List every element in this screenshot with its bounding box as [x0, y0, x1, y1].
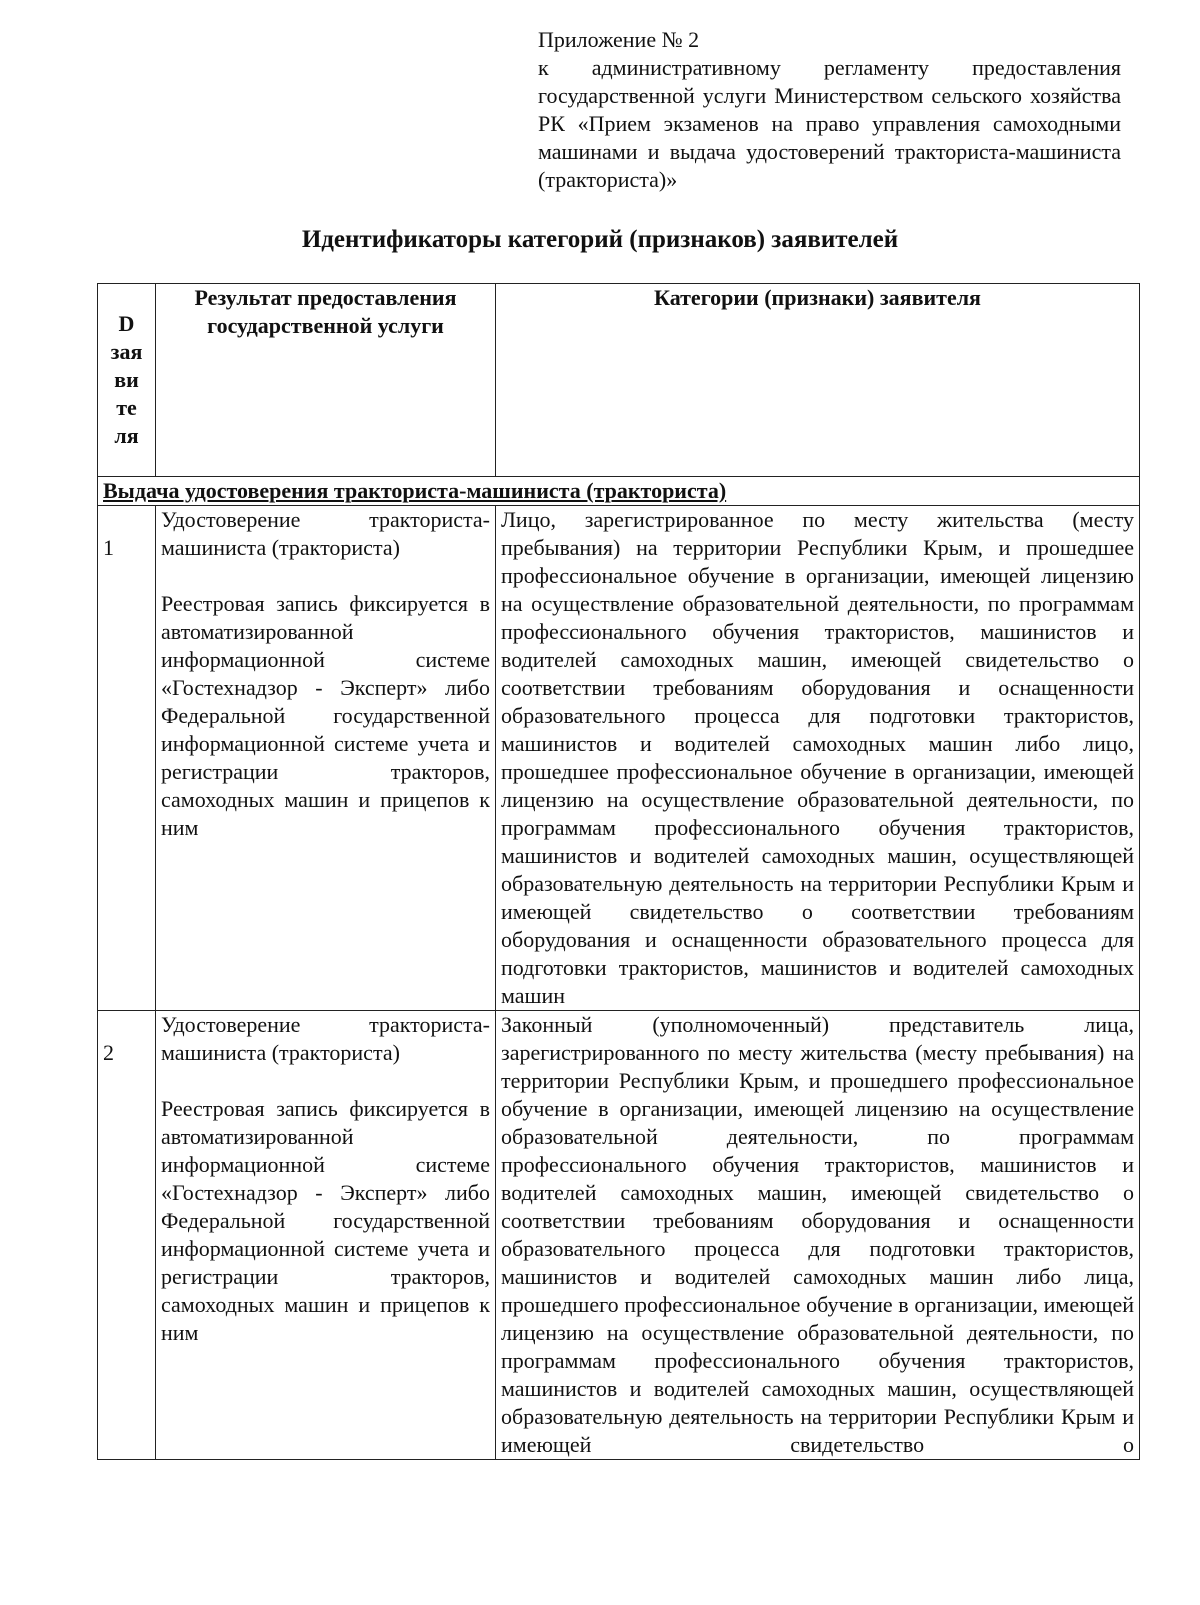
header-id-line: зая — [110, 339, 143, 364]
header-applicant-id — [98, 284, 156, 477]
row-result-note: Реестровая запись фиксируется в автоматизированной информационной системе «Гостехнадзор - Эксперт» либо Федеральной государственной информационной системе учета и регистрации тракторов, самоходных машин и прицепов к ним — [161, 1096, 490, 1345]
row-result — [156, 506, 496, 1011]
table-row — [98, 506, 1140, 1011]
row-id: 2 — [98, 1011, 156, 1460]
header-id-line: D — [118, 311, 135, 336]
header-id-line: те — [116, 395, 137, 420]
row-result-note: Реестровая запись фиксируется в автоматизированной информационной системе «Гостехнадзор - Эксперт» либо Федеральной государственной информационной системе учета и регистрации тракторов, самоходных машин и прицепов к ним — [161, 591, 490, 840]
categories-table — [97, 283, 1140, 1460]
section-title-text: Выдача удостоверения тракториста-машиниста (тракториста) — [103, 478, 727, 503]
section-title — [98, 477, 1140, 506]
document-title: Идентификаторы категорий (признаков) заявителей — [301, 226, 899, 253]
row-category: Законный (уполномоченный) представитель лица, зарегистрированного по месту жительства (месту пребывания) на территории Республики Крым, и прошедшего профессиональное обучение в организации, имеющей лицензию на осуществление образовательной деятельности, по программам профессионального обучения трактористов, машинистов и водителей самоходных машин, имеющей свидетельство о соответствии требованиям оборудования и оснащенности образовательного процесса для подготовки трактористов, машинистов и водителей самоходных машин либо лица, прошедшего профессиональное обучение в организации, имеющей лицензию на осуществление образовательной деятельности, по программам профессионального обучения трактористов, машинистов и водителей самоходных машин, осуществляющей образовательную деятельность на территории Республики Крым и имеющей свидетельство о — [496, 1011, 1140, 1460]
table-row — [98, 1011, 1140, 1460]
row-result-main: Удостоверение тракториста-машиниста (тракториста) — [161, 1012, 490, 1065]
row-category: Лицо, зарегистрированное по месту жительства (месту пребывания) на территории Республики Крым, и прошедшее профессиональное обучение в организации, имеющей лицензию на осуществление образовательной деятельности, по программам профессионального обучения трактористов, машинистов и водителей самоходных машин, имеющей свидетельство о соответствии требованиям оборудования и оснащенности образовательного процесса для подготовки трактористов, машинистов и водителей самоходных машин либо лицо, прошедшее профессиональное обучение в организации, имеющей лицензию на осуществление образовательной деятельности, по программам профессионального обучения трактористов, машинистов и водителей самоходных машин, осуществляющей образовательную деятельность на территории Республики Крым и имеющей свидетельство о соответствии требованиям оборудования и оснащенности образовательного процесса для подготовки трактористов, машинистов и водителей самоходных машин — [496, 506, 1140, 1011]
header-id-line: ля — [114, 423, 139, 448]
row-result-main: Удостоверение тракториста-машиниста (тракториста) — [161, 507, 490, 560]
row-id: 1 — [98, 506, 156, 1011]
appendix-title: Приложение № 2 — [538, 27, 700, 52]
appendix-block — [538, 26, 1121, 194]
categories-table-wrapper — [97, 283, 1139, 1460]
table-header-row — [98, 284, 1140, 477]
appendix-text: к административному регламенту предоставления государственной услуги Министерством сельского хозяйства РК «Прием экзаменов на право управления самоходными машинами и выдача удостоверений тракториста-машиниста (тракториста)» — [538, 55, 1121, 192]
header-result: Результат предоставления государственной услуги — [156, 284, 496, 477]
section-row — [98, 477, 1140, 506]
row-result — [156, 1011, 496, 1460]
header-category: Категории (признаки) заявителя — [496, 284, 1140, 477]
header-id-line: ви — [114, 367, 139, 392]
